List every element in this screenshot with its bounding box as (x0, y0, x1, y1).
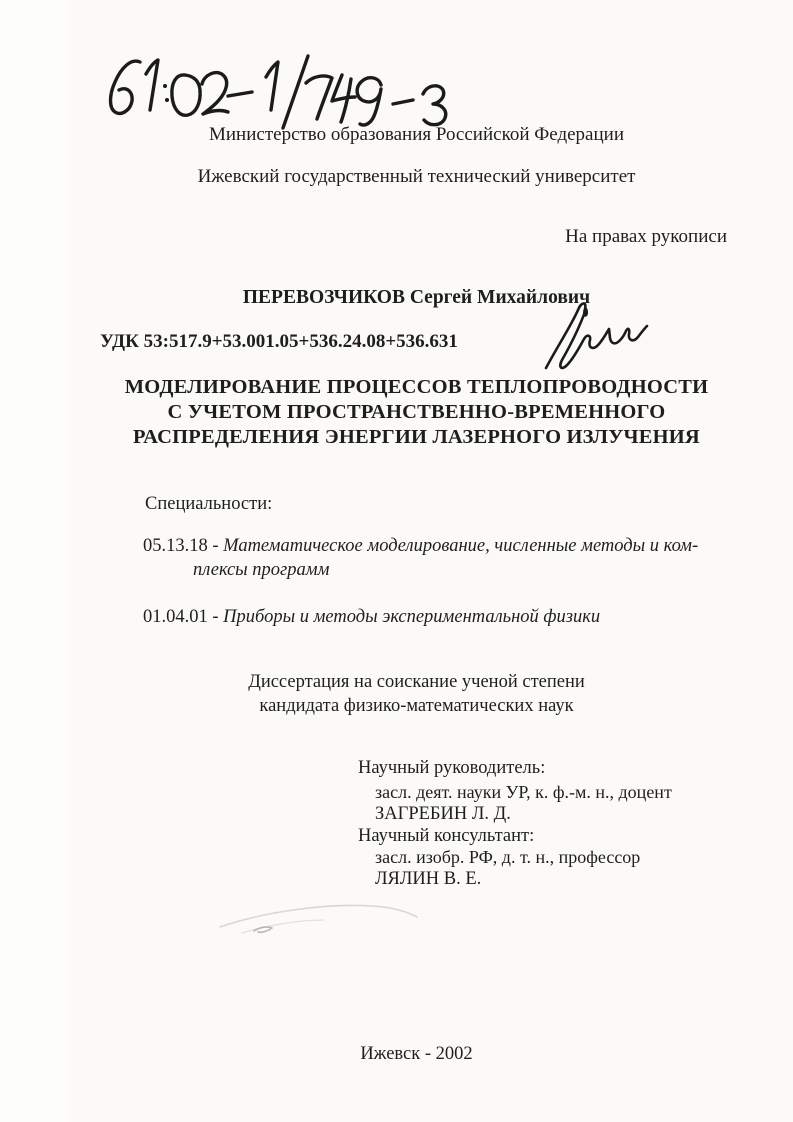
ministry-line: Министерство образования Российской Федерации (209, 124, 624, 145)
consultant-name: ЛЯЛИН В. Е. (375, 869, 482, 889)
specialty-2-code: 01.04.01 - (143, 607, 224, 627)
city-year: Ижевск - 2002 (360, 1044, 473, 1064)
manuscript-rights-note: На правах рукописи (565, 226, 727, 247)
specialty-item-2 (143, 607, 600, 628)
specialties-label: Специальности: (145, 494, 273, 514)
supervisor-signature (520, 292, 660, 377)
specialty-item-1-line-2: плексы программ (193, 560, 330, 580)
consultant-credentials: засл. изобр. РФ, д. т. н., профессор (375, 847, 641, 867)
university-line: Ижевский государственный технический университет (197, 166, 636, 187)
specialty-1-name: Математическое моделирование, численные методы и ком- (223, 536, 699, 556)
specialty-1-code: 05.13.18 - (143, 536, 224, 556)
dissertation-title-line-1: МОДЕЛИРОВАНИЕ ПРОЦЕССОВ ТЕПЛОПРОВОДНОСТИ (124, 376, 709, 398)
pencil-smudge-artifact (212, 893, 422, 945)
supervisor-credentials: засл. деят. науки УР, к. ф.-м. н., доцент (375, 782, 672, 802)
specialty-item-1-line-1 (143, 536, 698, 557)
dissertation-title-line-3: РАСПРЕДЕЛЕНИЯ ЭНЕРГИИ ЛАЗЕРНОГО ИЗЛУЧЕНИЯ (133, 426, 700, 448)
dissertation-title-line-2: С УЧЕТОМ ПРОСТРАНСТВЕННО-ВРЕМЕННОГО (167, 401, 666, 423)
consultant-role-label: Научный консультант: (358, 826, 535, 846)
author-name: ПЕРЕВОЗЧИКОВ Сергей Михайлович (242, 287, 591, 308)
supervisor-name: ЗАГРЕБИН Л. Д. (375, 804, 511, 824)
degree-statement-line-1: Диссертация на соискание ученой степени (248, 672, 585, 692)
udc-number: УДК 53:517.9+53.001.05+536.24.08+536.631 (100, 331, 458, 352)
degree-statement-line-2: кандидата физико-математических наук (259, 696, 574, 716)
specialty-2-name: Приборы и методы экспериментальной физики (223, 607, 601, 627)
supervisor-role-label: Научный руководитель: (358, 758, 546, 778)
